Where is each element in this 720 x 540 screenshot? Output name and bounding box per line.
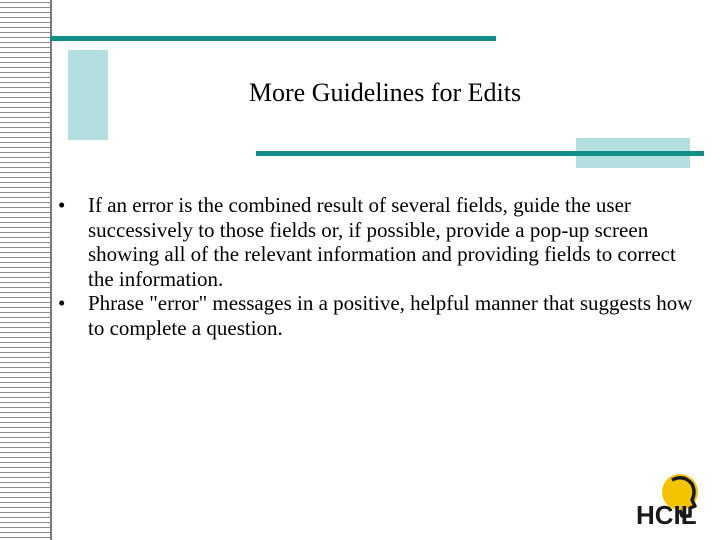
slide-title: More Guidelines for Edits	[248, 78, 522, 107]
bullet-text: If an error is the combined result of several fields, guide the user successively to those fields or, if possible, provide a pop-up screen showing all of the relevant information and providing fields to correct the information.	[88, 193, 676, 291]
bullet-text: Phrase "error" messages in a positive, helpful manner that suggests how to complete a question.	[88, 291, 693, 340]
bullet-item	[58, 291, 698, 340]
bullet-icon: •	[58, 193, 66, 217]
accent-line-bottom	[256, 151, 704, 156]
accent-line-top	[50, 36, 496, 41]
bullet-item	[58, 193, 698, 291]
logo-text: HCIL	[636, 500, 697, 530]
bullet-icon: •	[58, 291, 66, 315]
hcil-logo	[632, 470, 712, 530]
bullet-list	[58, 193, 698, 340]
